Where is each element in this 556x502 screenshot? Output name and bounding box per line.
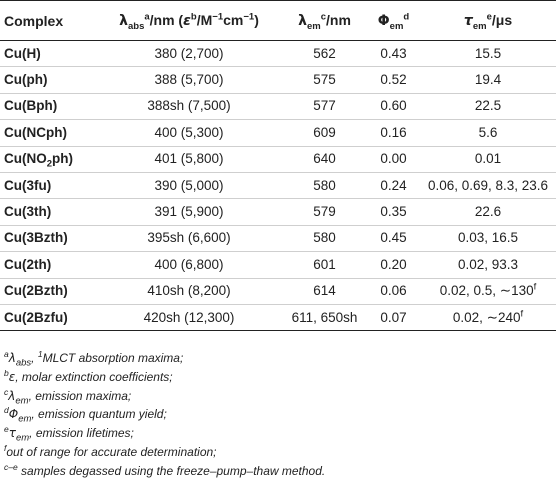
table-row [0,172,556,198]
header-lifetime: $\tau_{em}^e/\mu s$ [463,11,513,32]
cell-lifetime: 0.02, 93.3 [457,256,519,272]
table-row [0,41,556,67]
cell-lifetime: 22.6 [474,204,502,220]
table-row [0,225,556,251]
header-emission-max: $\lambda_{em}^c/nm$ [298,11,351,32]
cell-quantum-yield: 0.60 [380,98,407,114]
cell-absorption: 410sh (8,200) [147,283,231,299]
cell-lifetime: 0.03, 16.5 [457,230,519,246]
cell-quantum-yield: 0.00 [380,151,407,167]
table-header [0,1,556,41]
cell-lifetime: 0.01 [474,151,502,167]
table-row [0,67,556,93]
header-complex: Complex [4,12,64,29]
cell-absorption: 400 (6,800) [154,256,224,272]
cell-emission-max: 580 [313,177,336,193]
table-row [0,252,556,278]
cell-quantum-yield: 0.06 [380,283,407,299]
cell-emission-max: 601 [313,256,336,272]
cell-complex: Cu(NCph) [4,124,67,140]
cell-lifetime: 0.02, ∼240$^f$ [452,308,524,325]
cell-emission-max: 609 [313,124,336,140]
footnote: $^a\lambda_{abs}$, $^1$MLCT absorption maxima; [4,349,184,369]
cell-complex: Cu(3fu) [4,177,52,193]
cell-quantum-yield: 0.45 [380,230,407,246]
cell-quantum-yield: 0.52 [380,72,407,88]
cell-lifetime: 22.5 [474,98,502,114]
cell-quantum-yield: 0.07 [380,309,407,325]
cell-emission-max: 640 [313,151,336,167]
table-row [0,199,556,225]
footnote: $^c\lambda_{em}$, emission maxima; [4,386,132,406]
cell-absorption: 420sh (12,300) [143,309,235,325]
cell-absorption: 388sh (7,500) [147,98,231,114]
cell-emission-max: 577 [313,98,336,114]
cell-absorption: 401 (5,800) [154,151,224,167]
cell-absorption: 400 (5,300) [154,124,224,140]
cell-emission-max: 580 [313,230,336,246]
table-row [0,120,556,146]
cell-absorption: 395sh (6,600) [147,230,231,246]
header-row [0,1,556,41]
header-quantum-yield: $\Phi_{em}^d$ [377,11,410,32]
cell-complex: Cu(3th) [4,204,52,220]
cell-complex: Cu(H) [4,45,41,61]
table-row [0,146,556,172]
footnote: $^d\Phi_{em}$, emission quantum yield; [4,405,167,425]
cell-quantum-yield: 0.20 [380,256,407,272]
footnote: $^e\tau_{em}$, emission lifetimes; [4,424,134,444]
cell-lifetime: 19.4 [474,72,502,88]
cell-lifetime: 15.5 [474,45,502,61]
cell-absorption: 388 (5,700) [154,72,224,88]
cell-quantum-yield: 0.16 [380,124,407,140]
cell-emission-max: 579 [313,204,336,220]
cell-lifetime: 0.06, 0.69, 8.3, 23.6 [427,177,549,193]
footnote: $^b$ε, molar extinction coefficients; [4,367,173,384]
table-row [0,304,556,330]
table-row [0,278,556,304]
header-absorption: $\lambda_{abs}^a/nm$ $(\varepsilon^b/M^{-1}cm^{-1})$ [119,11,259,32]
cell-complex: Cu(2th) [4,256,52,272]
cell-quantum-yield: 0.24 [380,177,407,193]
cell-lifetime: 5.6 [478,124,498,140]
cell-absorption: 391 (5,900) [154,204,224,220]
cell-emission-max: 611, 650sh [291,309,358,325]
cell-absorption: 390 (5,000) [154,177,224,193]
cell-absorption: 380 (2,700) [154,45,224,61]
cell-quantum-yield: 0.43 [380,45,407,61]
cell-emission-max: 562 [313,45,336,61]
cell-complex: Cu(2Bzth) [4,283,68,299]
footnote: $^{c-e}$ samples degassed using the freeze–pump–thaw method. [4,461,326,478]
cell-complex: $Cu(NO_2ph)$ [4,151,74,170]
cell-complex: Cu(ph) [4,72,48,88]
cell-lifetime: 0.02, 0.5, ∼130$^f$ [439,281,537,299]
cell-emission-max: 575 [313,72,336,88]
cell-quantum-yield: 0.35 [380,204,407,220]
footnote: $^f$out of range for accurate determination; [4,442,217,459]
table-footnotes [4,349,552,481]
cell-emission-max: 614 [313,283,336,299]
cell-complex: Cu(Bph) [4,98,58,114]
table-row [0,93,556,119]
table-body [0,41,556,331]
cell-complex: Cu(3Bzth) [4,230,68,246]
cell-complex: Cu(2Bzfu) [4,309,68,325]
